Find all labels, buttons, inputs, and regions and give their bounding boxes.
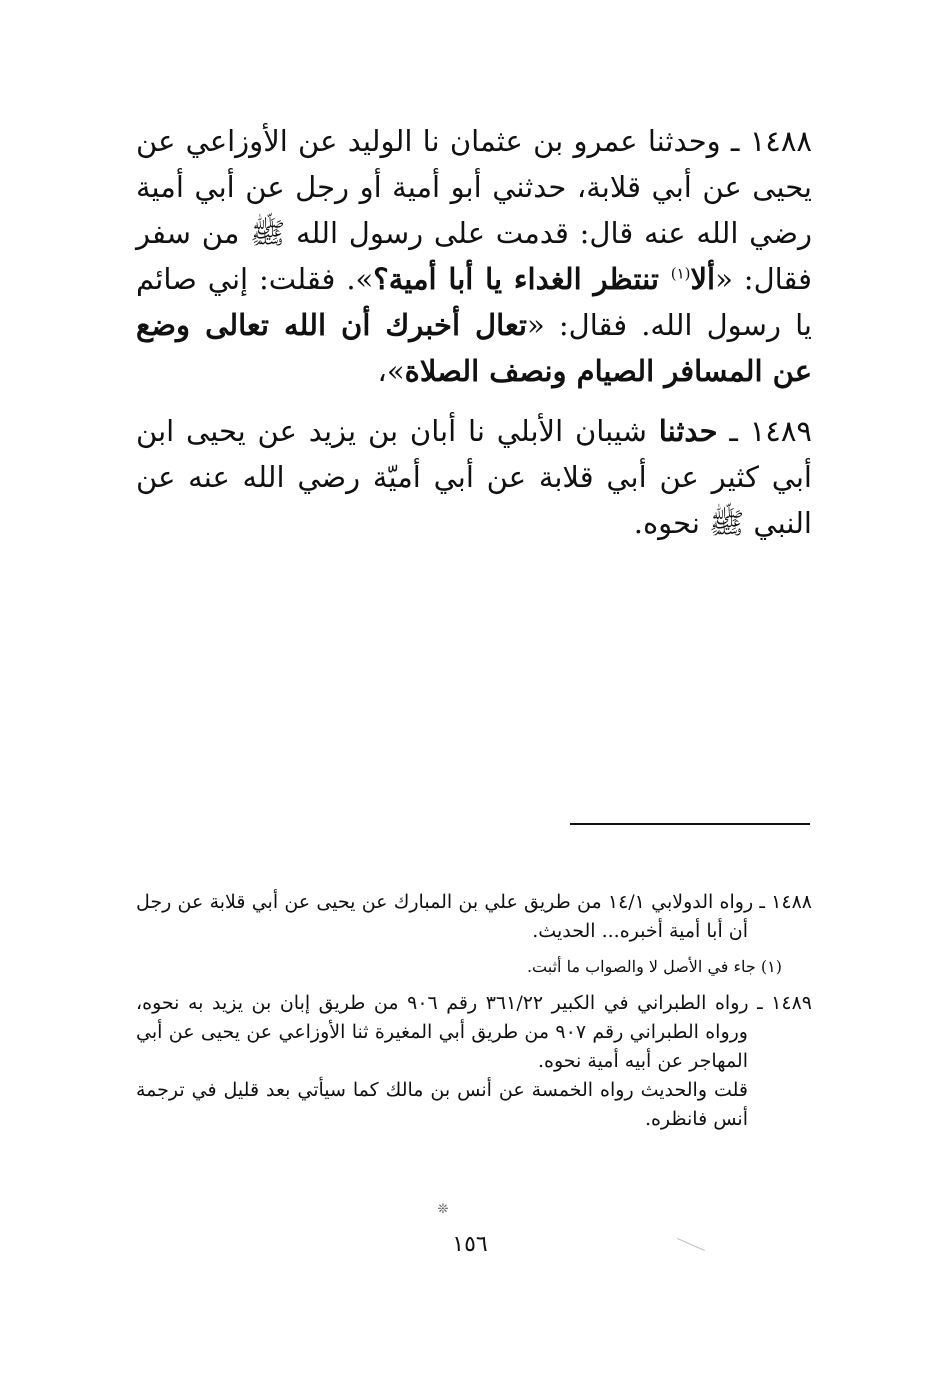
footnote-1489: ١٤٨٩ ـ رواه الطبراني في الكبير ٣٦١/٢٢ رقم ٩٠٦ من طريق إبان بن يزيد به نحوه، ورواه الطبراني رقم ٩٠٧ من طريق أبي المغيرة ثنا الأوزاعي عن يحيى عن أبي المهاجر عن أبيه أمية نحوه. <box>136 992 812 1072</box>
footnote-1488: ١٤٨٨ ـ رواه الدولابي ١٤/١ من طريق علي بن المبارك عن يحيى عن أبي قلابة عن رجل أن أبا أمية أخبره... الحديث. <box>136 891 812 942</box>
hadith-1488-middle: ». فقلت: إني صائم يا رسول الله. فقال: « <box>136 262 812 342</box>
hadith-1489-number: ١٤٨٩ ـ <box>717 414 812 448</box>
hadith-1489-text: شيبان الأبلي نا أبان بن يزيد عن يحيى ابن أبي كثير عن أبي قلابة عن أبي أميّة رضي الله عنه عن النبي ﷺ نحوه. <box>136 414 812 540</box>
main-text <box>136 118 812 546</box>
page-number: ١٥٦ <box>452 1232 488 1257</box>
hadith-1488-tail: »، <box>377 354 405 388</box>
footnotes <box>136 888 812 1134</box>
hadith-1489 <box>136 408 812 546</box>
hadith-1488 <box>136 118 812 394</box>
footnote-note-1: (١) جاء في الأصل لا والصواب ما أثبت. <box>526 957 782 976</box>
quote-word-ala: ألا <box>690 262 716 296</box>
footnote-ref-1[interactable]: (١) <box>670 264 691 283</box>
footnote-1489-extra: قلت والحديث رواه الخمسة عن أنس بن مالك كما سيأتي بعد قليل في ترجمة أنس فانظره. <box>136 1079 748 1130</box>
quote-2: تعال أخبرك أن الله تعالى وضع عن المسافر الصيام ونصف الصلاة <box>136 308 812 388</box>
ornament-icon: ❊ <box>437 1202 449 1217</box>
quote-1-rest: تنتظر الغداء يا أبا أمية؟ <box>373 262 671 296</box>
hadith-1488-lead: ١٤٨٨ ـ وحدثنا عمرو بن عثمان نا الوليد عن الأوزاعي عن يحيى عن أبي قلابة، حدثني أبو أمية أو رجل عن أبي أمية رضي الله عنه قال: قدمت على رسول الله ﷺ من سفر فقال: « <box>136 124 813 296</box>
footnote-separator <box>570 823 810 825</box>
scan-artifact <box>677 1238 705 1251</box>
hadith-1489-haddathana: حدثنا <box>658 414 718 448</box>
